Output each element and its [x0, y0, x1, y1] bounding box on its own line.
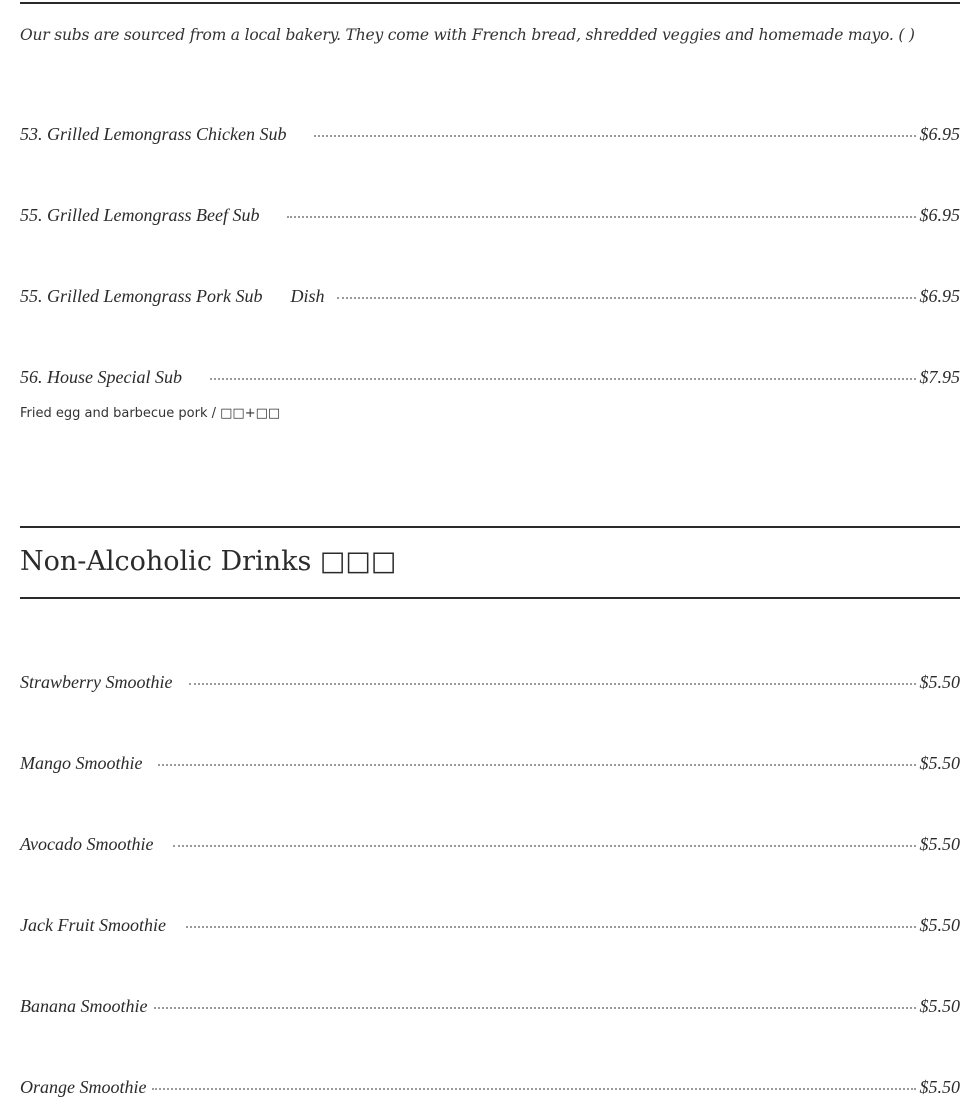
item-price: $6.95 — [919, 286, 960, 306]
section-divider-top — [20, 2, 960, 4]
item-price: $6.95 — [919, 205, 960, 225]
item-name: Banana Smoothie — [20, 996, 148, 1016]
item-price: $5.50 — [919, 996, 960, 1016]
item-price: $5.50 — [919, 1077, 960, 1097]
item-name: Jack Fruit Smoothie — [20, 915, 166, 935]
dot-leader — [314, 135, 915, 137]
dot-leader — [158, 764, 915, 766]
menu-item-avocado-smoothie — [20, 834, 960, 855]
item-name: Mango Smoothie — [20, 753, 143, 773]
menu-item-mango-smoothie — [20, 753, 960, 774]
item-price: $5.50 — [919, 834, 960, 854]
dot-leader — [287, 216, 915, 218]
item-name: 55. Grilled Lemongrass Beef Sub — [20, 205, 260, 225]
item-extra-label: Dish — [290, 286, 325, 306]
item-price: $6.95 — [919, 124, 960, 144]
item-price: $5.50 — [919, 753, 960, 773]
item-name: 53. Grilled Lemongrass Chicken Sub — [20, 124, 287, 144]
section-title-drinks: Non-Alcoholic Drinks □□□ — [20, 546, 397, 577]
menu-item-strawberry-smoothie — [20, 672, 960, 693]
item-description: Fried egg and barbecue pork / □□+□□ — [20, 406, 281, 421]
dot-leader — [337, 297, 916, 299]
item-price: $5.50 — [919, 915, 960, 935]
menu-item-house-special-sub — [20, 367, 960, 388]
menu-item-jack-fruit-smoothie — [20, 915, 960, 936]
menu-item-beef-sub — [20, 205, 960, 226]
item-price: $5.50 — [919, 672, 960, 692]
item-name: 56. House Special Sub — [20, 367, 182, 387]
section-divider — [20, 526, 960, 528]
subs-intro-text: Our subs are sourced from a local bakery. They come with French bread, shredded veggies and homemade mayo. ( ) — [20, 26, 915, 44]
item-name: Orange Smoothie — [20, 1077, 147, 1097]
dot-leader — [189, 683, 916, 685]
menu-item-banana-smoothie — [20, 996, 960, 1017]
dot-leader — [186, 926, 916, 928]
item-name: Strawberry Smoothie — [20, 672, 173, 692]
dot-leader — [173, 845, 915, 847]
dot-leader — [210, 378, 916, 380]
item-price: $7.95 — [919, 367, 960, 387]
dot-leader — [152, 1088, 915, 1090]
menu-item-chicken-sub — [20, 124, 960, 145]
item-name: Avocado Smoothie — [20, 834, 154, 854]
section-divider — [20, 597, 960, 599]
item-name: 55. Grilled Lemongrass Pork Sub — [20, 286, 263, 306]
menu-item-pork-sub — [20, 286, 960, 307]
menu-item-orange-smoothie — [20, 1077, 960, 1098]
dot-leader — [154, 1007, 916, 1009]
